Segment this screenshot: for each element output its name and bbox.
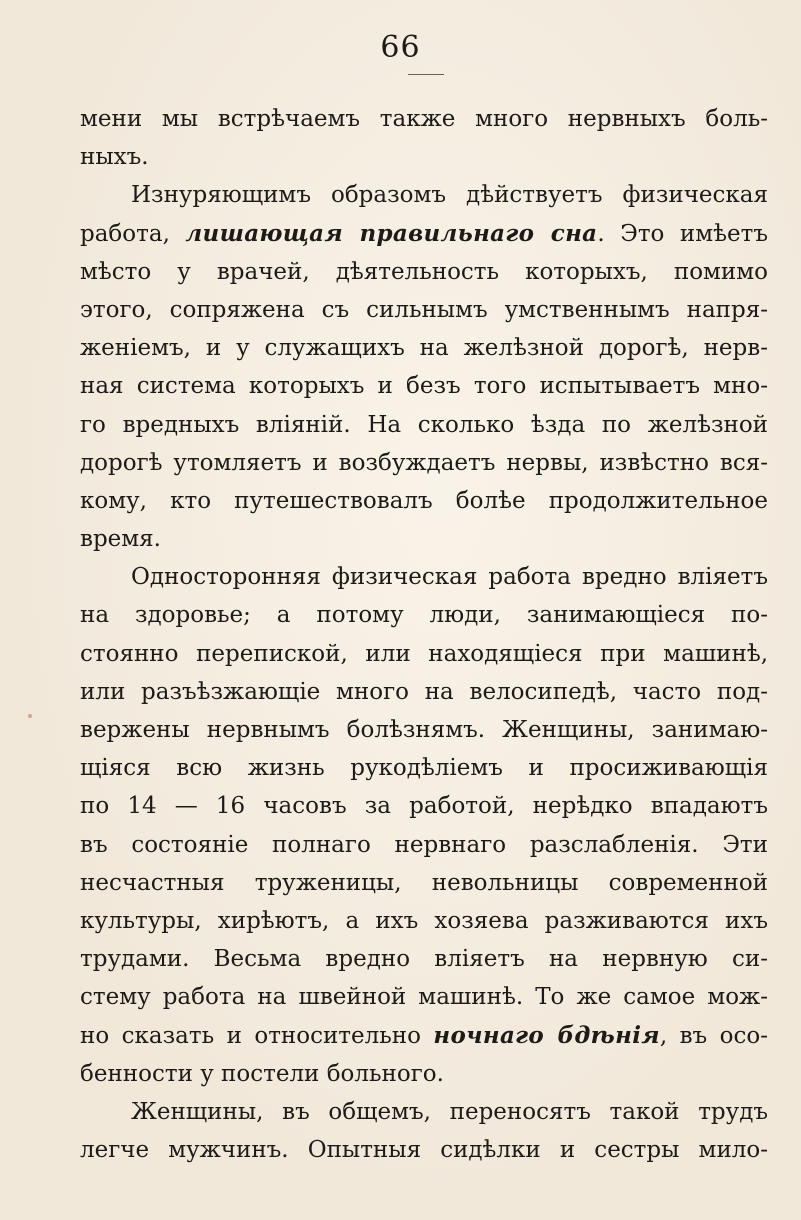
text-line (80, 1055, 768, 1093)
text-segment: время. (80, 526, 161, 553)
text-line (80, 673, 768, 711)
text-line (80, 635, 768, 673)
text-line (80, 520, 768, 558)
text-line (80, 367, 768, 405)
text-segment: ная система которыхъ и безъ того испытываетъ мно- (80, 373, 768, 400)
text-line (80, 711, 768, 749)
emphasized-phrase: лишающая правильнаго сна (185, 219, 598, 247)
text-segment: стоянно перепиской, или находящіеся при машинѣ, (80, 640, 768, 667)
text-line (80, 406, 768, 444)
text-line (80, 596, 768, 634)
text-line (80, 826, 768, 864)
text-line (80, 176, 768, 214)
text-segment: въ состояніе полнаго нервнаго разслабленія. Эти (80, 831, 768, 858)
text-segment: на здоровье; а потому люди, занимающіеся по- (80, 602, 768, 629)
text-segment: мѣсто у врачей, дѣятельность которыхъ, помимо (80, 258, 768, 285)
text-line (80, 215, 768, 253)
page-number: 66 (380, 30, 421, 65)
text-line (80, 978, 768, 1016)
text-line (80, 253, 768, 291)
text-line (80, 940, 768, 978)
page-number-rule (408, 74, 444, 75)
text-line (80, 100, 768, 138)
text-line (80, 482, 768, 520)
text-segment: щіяся всю жизнь рукодѣліемъ и просиживающія (80, 755, 768, 782)
text-line (80, 291, 768, 329)
text-segment: по 14 — 16 часовъ за работой, нерѣдко впадаютъ (80, 793, 768, 820)
text-line (80, 138, 768, 176)
text-segment: , въ осо- (659, 1022, 769, 1049)
text-segment: несчастныя труженицы, невольницы современной (80, 869, 768, 896)
text-line (80, 902, 768, 940)
margin-ink-spot (28, 714, 32, 718)
text-line (80, 444, 768, 482)
text-segment: культуры, хирѣютъ, а ихъ хозяева разживаются ихъ (80, 907, 768, 934)
text-segment: Женщины, въ общемъ, переносятъ такой трудъ (131, 1098, 768, 1125)
text-segment: вержены нервнымъ болѣзнямъ. Женщины, занимаю- (80, 717, 768, 743)
text-segment: этого, сопряжена съ сильнымъ умственнымъ напря- (80, 296, 768, 323)
text-line (80, 1093, 768, 1131)
text-segment: или разъѣзжающіе много на велосипедѣ, часто под- (80, 678, 768, 705)
text-segment: женіемъ, и у служащихъ на желѣзной дорогѣ, нерв- (80, 335, 768, 362)
text-segment: мени мы встрѣчаемъ также много нервныхъ боль- (80, 106, 768, 132)
text-segment: но сказать и относительно (80, 1022, 434, 1049)
text-line (80, 558, 768, 596)
text-segment: бенности у постели больного. (80, 1060, 444, 1087)
text-segment: трудами. Весьма вредно вліяетъ на нервную си- (80, 946, 768, 973)
emphasized-phrase: ночнаго бдѣнія (433, 1021, 660, 1049)
text-segment: дорогѣ утомляетъ и возбуждаетъ нервы, извѣстно вся- (80, 449, 768, 476)
text-line (80, 329, 768, 367)
body-text (80, 100, 768, 1169)
text-line (80, 787, 768, 825)
text-segment: . Это имѣетъ (597, 220, 768, 247)
text-line (80, 1131, 768, 1169)
text-segment: кому, кто путешествовалъ болѣе продолжительное (80, 487, 768, 514)
text-segment: работа, (80, 220, 186, 247)
text-line (80, 1017, 768, 1055)
text-segment: ныхъ. (80, 144, 149, 171)
text-line (80, 749, 768, 787)
text-line (80, 864, 768, 902)
text-segment: легче мужчинъ. Опытныя сидѣлки и сестры мило- (80, 1137, 768, 1164)
text-segment: Односторонняя физическая работа вредно вліяетъ (131, 564, 768, 591)
text-segment: Изнуряющимъ образомъ дѣйствуетъ физическая (131, 182, 768, 209)
text-segment: го вредныхъ вліяній. На сколько ѣзда по желѣзной (80, 411, 768, 438)
text-segment: стему работа на швейной машинѣ. То же самое мож- (80, 984, 768, 1011)
